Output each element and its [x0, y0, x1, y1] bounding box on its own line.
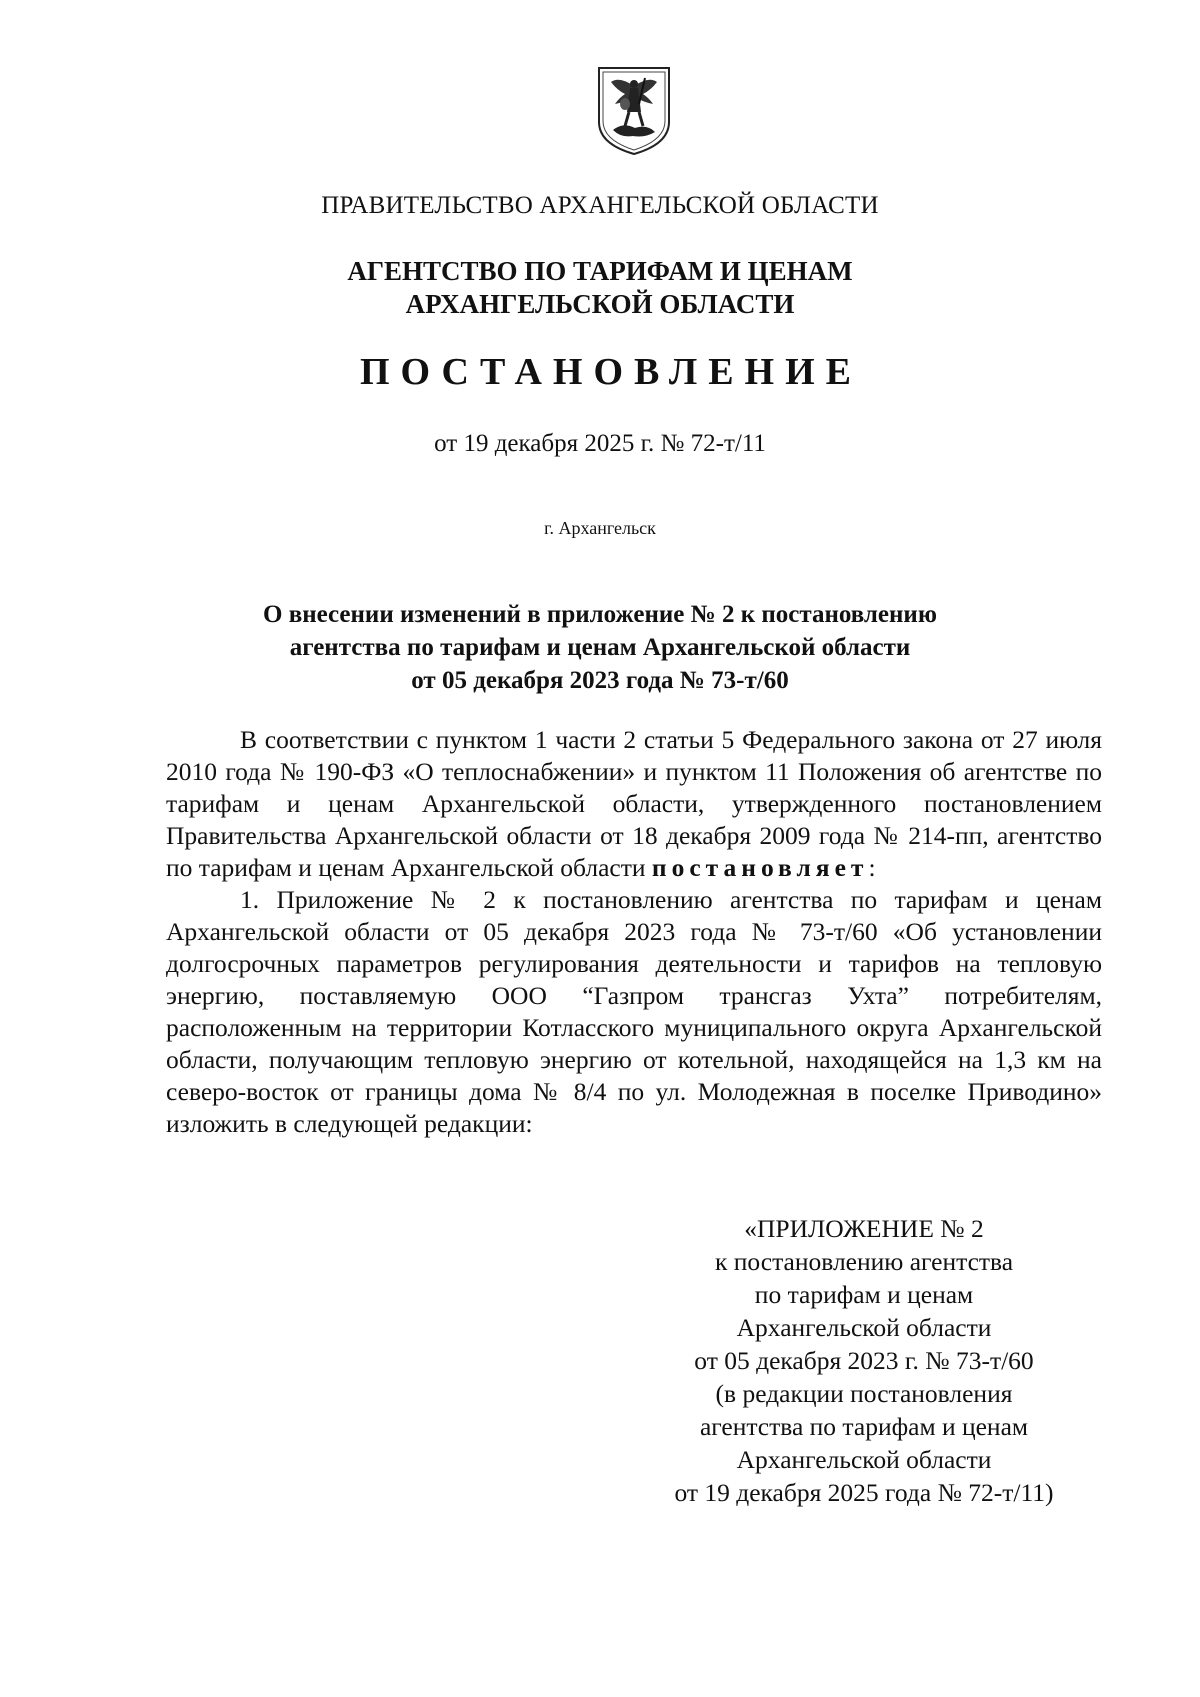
- government-name: ПРАВИТЕЛЬСТВО АРХАНГЕЛЬСКОЙ ОБЛАСТИ: [321, 192, 879, 219]
- appendix-line: Архангельской области: [736, 1313, 992, 1342]
- clause-1-paragraph: 1. Приложение № 2 к постановлению агентства по тарифам и ценам Архангельской области от 05 декабря 2023 года № 73-т/60 «Об установлении долгосрочных параметров регулирования деятельности и тарифов на тепловую энергию, поставляемую ООО “Газпром трансгаз Ухта” потребителям, расположенным на территории Котласского муниципального округа Архангельской области, получающим тепловую энергию от котельной, находящейся на 1,3 км на северо-восток от границы дома № 8/4 по ул. Молодежная в поселке Приводино» изложить в следующей редакции:: [166, 885, 1102, 1138]
- document-city: г. Архангельск: [544, 518, 656, 538]
- subject-line-3: от 05 декабря 2023 года № 73-т/60: [411, 667, 789, 694]
- preamble-colon: :: [868, 853, 876, 882]
- agency-name-line-2: АРХАНГЕЛЬСКОЙ ОБЛАСТИ: [405, 289, 795, 319]
- appendix-line: Архангельской области: [736, 1445, 992, 1474]
- appendix-line: агентства по тарифам и ценам: [699, 1412, 1029, 1441]
- appendix-line: по тарифам и ценам: [754, 1280, 974, 1309]
- agency-name: [0, 255, 1200, 321]
- appendix-line: от 05 декабря 2023 г. № 73-т/60: [694, 1346, 1034, 1375]
- document-subject: [0, 598, 1200, 697]
- appendix-header: [640, 1212, 1088, 1509]
- appendix-line: (в редакции постановления: [715, 1379, 1013, 1408]
- appendix-line: «ПРИЛОЖЕНИЕ № 2: [744, 1214, 984, 1243]
- document-body: [166, 724, 1102, 1140]
- subject-line-1: О внесении изменений в приложение № 2 к постановлению: [263, 601, 937, 628]
- subject-line-2: агентства по тарифам и ценам Архангельской области: [289, 634, 911, 661]
- appendix-line: от 19 декабря 2025 года № 72-т/11): [674, 1478, 1054, 1507]
- decree-word: постановляет: [651, 853, 869, 882]
- document-type-title: ПОСТАНОВЛЕНИЕ: [359, 351, 863, 393]
- agency-name-line-1: АГЕНТСТВО ПО ТАРИФАМ И ЦЕНАМ: [347, 256, 853, 286]
- coat-of-arms-icon: [589, 64, 679, 156]
- appendix-line: к постановлению агентства: [714, 1247, 1014, 1276]
- preamble-paragraph: [166, 724, 1102, 884]
- document-date-number: от 19 декабря 2025 г. № 72-т/11: [434, 430, 766, 457]
- preamble-text: В соответствии с пунктом 1 части 2 статьи 5 Федерального закона от 27 июля 2010 года № 190-ФЗ «О теплоснабжении» и пунктом 11 Положения об агентстве по тарифам и ценам Архангельской области, утвержденного постановлением Правительства Архангельской области от 18 декабря 2009 года № 214-пп, агентство по тарифам и ценам Архангельской области: [166, 725, 1102, 882]
